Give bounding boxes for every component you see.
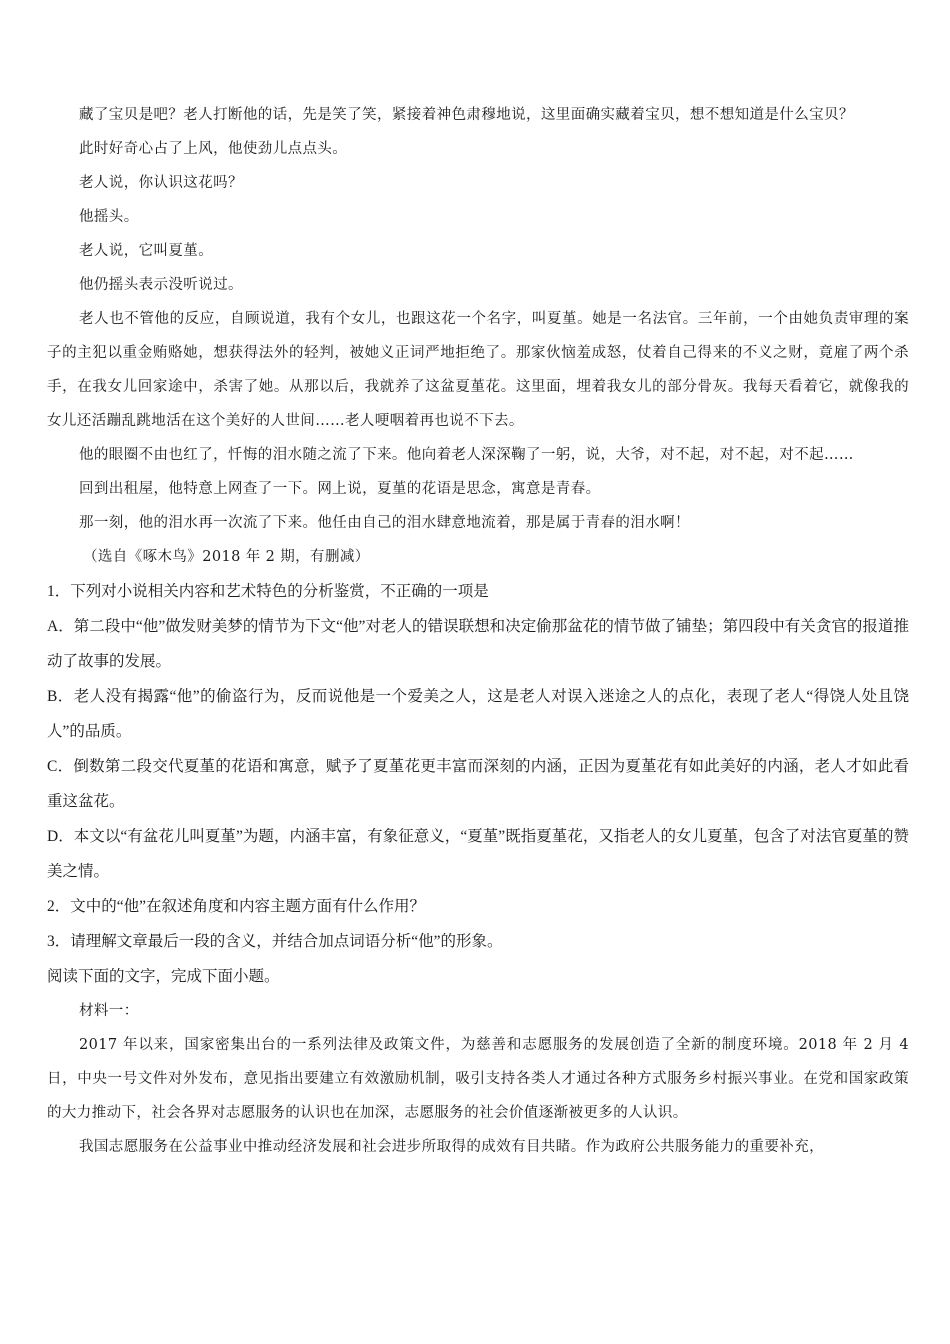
- story-paragraph: 藏了宝贝是吧？老人打断他的话，先是笑了笑，紧接着神色肃穆地说，这里面确实藏着宝贝，想不想知道是什么宝贝？: [79, 107, 854, 123]
- reading-instruction: 阅读下面的文字，完成下面小题。: [47, 968, 280, 985]
- material-passage: [47, 994, 909, 1164]
- question-2: 2．文中的“他”在叙述角度和内容主题方面有什么作用？: [47, 898, 426, 915]
- story-paragraph: 他仍摇头表示没听说过。: [79, 277, 243, 293]
- material-paragraph: 我国志愿服务在公益事业中推动经济发展和社会进步所取得的成效有目共睹。作为政府公共服务能力的重要补充，: [79, 1139, 824, 1155]
- story-paragraph: 回到出租屋，他特意上网查了一下。网上说，夏堇的花语是思念，寓意是青春。: [79, 481, 601, 497]
- material-heading: 材料一：: [79, 1003, 139, 1019]
- story-paragraph: 他的眼圈不由也红了，忏悔的泪水随之流了下来。他向着老人深深鞠了一躬，说，大爷，对不起，对不起，对不起……: [79, 447, 854, 463]
- story-paragraph: 那一刻，他的泪水再一次流了下来。他任由自己的泪水肆意地流着，那是属于青春的泪水啊！: [79, 515, 690, 531]
- question-3: 3．请理解文章最后一段的含义，并结合加点词语分析“他”的形象。: [47, 933, 503, 950]
- story-paragraph: 老人说，它叫夏堇。: [79, 243, 214, 259]
- story-paragraph: 老人也不管他的反应，自顾说道，我有个女儿，也跟这花一个名字，叫夏堇。她是一名法官。三年前，一个由她负责审理的案子的主犯以重金贿赂她，想获得法外的轻判，被她义正词严地拒绝了。那家伙恼羞成怒，仗着自己得来的不义之财，竟雇了两个杀手，在我女儿回家途中，杀害了她。从那以后，我就养了这盆夏堇花。这里面，埋着我女儿的部分骨灰。我每天看着它，就像我的女儿还活蹦乱跳地活在这个美好的人世间……老人哽咽着再也说不下去。: [47, 311, 909, 429]
- story-paragraph: 此时好奇心占了上风，他使劲儿点点头。: [79, 141, 348, 157]
- question-1-option-a: A．第二段中“他”做发财美梦的情节为下文“他”对老人的错误联想和决定偷那盆花的情节做了铺垫；第四段中有关贪官的报道推动了故事的发展。: [47, 618, 909, 670]
- story-paragraph: 老人说，你认识这花吗？: [79, 175, 243, 191]
- question-1-option-c: C．倒数第二段交代夏堇的花语和寓意，赋予了夏堇花更丰富而深刻的内涵，正因为夏堇花有如此美好的内涵，老人才如此看重这盆花。: [47, 758, 909, 810]
- question-1-stem: 1．下列对小说相关内容和艺术特色的分析鉴赏，不正确的一项是: [47, 583, 489, 600]
- question-block: [47, 574, 909, 994]
- story-paragraph: 他摇头。: [79, 209, 139, 225]
- story-source-citation: （选自《啄木鸟》2018 年 2 期，有删减）: [83, 549, 370, 565]
- material-paragraph: 2017 年以来，国家密集出台的一系列法律及政策文件，为慈善和志愿服务的发展创造了全新的制度环境。2018 年 2 月 4 日，中央一号文件对外发布，意见指出要建立有效激励机制，吸引支持各类人才通过各种方式服务乡村振兴事业。在党和国家政策的大力推动下，社会各界对志愿服务的认识也在加深，志愿服务的社会价值逐渐被更多的人认识。: [47, 1037, 909, 1121]
- story-excerpt: [47, 98, 909, 574]
- question-1-option-b: B．老人没有揭露“他”的偷盗行为，反而说他是一个爱美之人，这是老人对误入迷途之人的点化，表现了老人“得饶人处且饶人”的品质。: [47, 688, 909, 740]
- question-1-option-d: D．本文以“有盆花儿叫夏堇”为题，内涵丰富，有象征意义，“夏堇”既指夏堇花，又指老人的女儿夏堇，包含了对法官夏堇的赞美之情。: [47, 828, 909, 880]
- document-content: [47, 98, 909, 1164]
